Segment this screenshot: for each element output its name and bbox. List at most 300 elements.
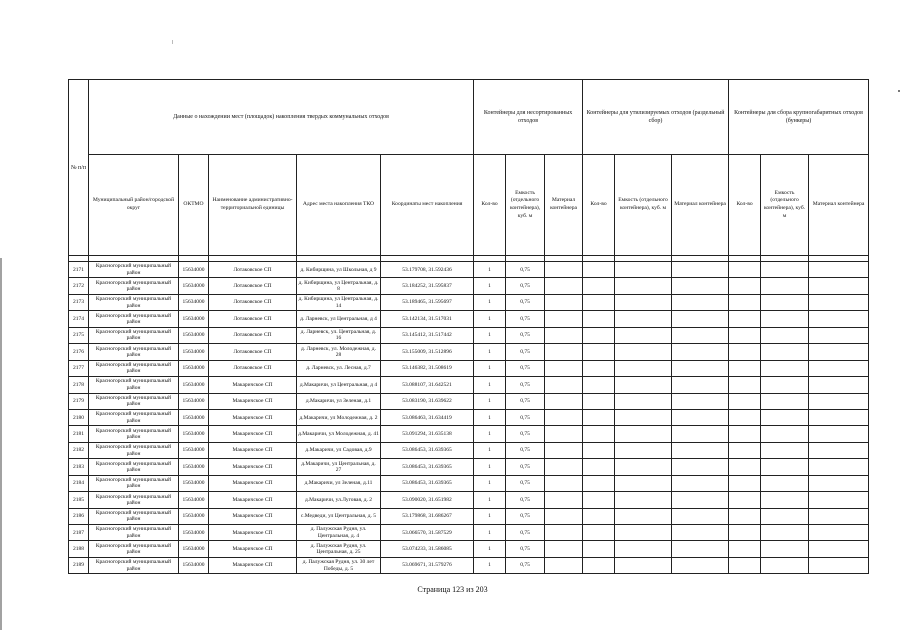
row-district: Красногорский муниципальный район [89,278,179,294]
row-bulky-material [809,541,869,557]
row-bulky-material [809,327,869,343]
row-bulky-capacity [761,525,809,541]
row-recyclable-capacity [615,344,672,360]
row-oktmo: 15634000 [179,377,209,393]
row-district: Красногорский муниципальный район [89,327,179,343]
row-unsorted-capacity: 0,75 [506,525,545,541]
row-unsorted-material [545,525,583,541]
row-admin-unit: Макаричское СП [209,492,297,508]
row-district: Красногорский муниципальный район [89,393,179,409]
row-recyclable-capacity [615,327,672,343]
row-unsorted-capacity: 0,75 [506,262,545,278]
row-number: 2184 [69,475,89,491]
table-row [69,459,869,475]
row-bulky-material [809,492,869,508]
row-unsorted-material [545,442,583,458]
row-oktmo: 15634000 [179,492,209,508]
header-unsorted-capacity: Емкость (отдельного контейнера), куб. м [506,155,545,256]
row-recyclable-capacity [615,426,672,442]
row-bulky-qty [729,459,761,475]
header-coordinates: Координаты мест накопления [381,155,474,256]
table-row [69,508,869,524]
row-oktmo: 15634000 [179,262,209,278]
row-unsorted-capacity: 0,75 [506,442,545,458]
row-bulky-capacity [761,475,809,491]
row-admin-unit: Макаричское СП [209,459,297,475]
row-number: 2171 [69,262,89,278]
header-bulky-material: Материал контейнера [809,155,869,256]
row-district: Красногорский муниципальный район [89,360,179,376]
row-admin-unit: Макаричское СП [209,393,297,409]
table-row [69,360,869,376]
row-oktmo: 15634000 [179,294,209,310]
header-bulky-qty: Кол-во [729,155,761,256]
row-recyclable-qty [583,541,615,557]
row-bulky-capacity [761,426,809,442]
row-district: Красногорский муниципальный район [89,541,179,557]
row-unsorted-qty: 1 [474,360,506,376]
row-bulky-qty [729,426,761,442]
row-recyclable-qty [583,442,615,458]
row-district: Красногорский муниципальный район [89,409,179,425]
row-recyclable-capacity [615,442,672,458]
row-recyclable-material [672,278,729,294]
row-bulky-qty [729,294,761,310]
row-number: 2173 [69,294,89,310]
row-recyclable-capacity [615,393,672,409]
table-row [69,409,869,425]
row-recyclable-qty [583,311,615,327]
row-oktmo: 15634000 [179,557,209,573]
row-oktmo: 15634000 [179,442,209,458]
row-coordinates: 53.066570, 31.587529 [381,525,474,541]
row-bulky-material [809,262,869,278]
row-recyclable-capacity [615,360,672,376]
row-number: 2178 [69,377,89,393]
table-row [69,327,869,343]
row-coordinates: 53.179708, 31.592436 [381,262,474,278]
header-group-unsorted: Контейнеры для несортированных отходов [474,80,583,155]
table-row [69,442,869,458]
row-unsorted-qty: 1 [474,426,506,442]
row-recyclable-qty [583,278,615,294]
row-recyclable-material [672,541,729,557]
row-number: 2175 [69,327,89,343]
row-unsorted-qty: 1 [474,442,506,458]
row-district: Красногорский муниципальный район [89,508,179,524]
page-number: Страница 123 из 203 [417,585,488,594]
row-unsorted-capacity: 0,75 [506,377,545,393]
row-recyclable-material [672,360,729,376]
row-admin-unit: Лотаковское СП [209,294,297,310]
table-row [69,475,869,491]
row-address: д.Макаричи, ул Молодежная, д. 41 [297,426,381,442]
row-address: д.Макаричи, ул Садовая, д.9 [297,442,381,458]
row-recyclable-capacity [615,541,672,557]
row-district: Красногорский муниципальный район [89,442,179,458]
row-recyclable-qty [583,426,615,442]
row-bulky-capacity [761,541,809,557]
row-unsorted-material [545,426,583,442]
row-oktmo: 15634000 [179,409,209,425]
row-coordinates: 53.145412, 31.517442 [381,327,474,343]
row-address: д.Макаричи, ул.Луговая, д. 2 [297,492,381,508]
row-bulky-capacity [761,311,809,327]
row-admin-unit: Макаричское СП [209,541,297,557]
row-bulky-capacity [761,360,809,376]
row-address: д. Палужская Рудня, ул. Центральная, д. 25 [297,541,381,557]
row-unsorted-qty: 1 [474,393,506,409]
row-unsorted-capacity: 0,75 [506,360,545,376]
row-bulky-qty [729,327,761,343]
row-recyclable-qty [583,262,615,278]
row-recyclable-capacity [615,459,672,475]
table-row [69,278,869,294]
header-district: Муниципальный район/городской округ [89,155,179,256]
row-bulky-capacity [761,508,809,524]
row-recyclable-material [672,311,729,327]
row-recyclable-qty [583,409,615,425]
header-group-location: Данные о нахождении мест (площадок) накопления твердых коммунальных отходов [89,80,474,155]
row-recyclable-qty [583,327,615,343]
row-unsorted-capacity: 0,75 [506,508,545,524]
row-bulky-material [809,393,869,409]
row-oktmo: 15634000 [179,393,209,409]
table-row [69,294,869,310]
row-district: Красногорский муниципальный район [89,557,179,573]
row-number: 2181 [69,426,89,442]
row-bulky-qty [729,344,761,360]
row-recyclable-capacity [615,409,672,425]
row-bulky-material [809,475,869,491]
row-number: 2188 [69,541,89,557]
row-recyclable-capacity [615,278,672,294]
table-row [69,377,869,393]
row-unsorted-capacity: 0,75 [506,344,545,360]
row-coordinates: 53.074233, 31.586085 [381,541,474,557]
row-number: 2179 [69,393,89,409]
row-unsorted-material [545,475,583,491]
header-address: Адрес места накопления ТКО [297,155,381,256]
header-bulky-capacity: Емкость (отдельного контейнера), куб. м [761,155,809,256]
row-oktmo: 15634000 [179,541,209,557]
row-unsorted-qty: 1 [474,344,506,360]
row-number: 2177 [69,360,89,376]
table-row [69,426,869,442]
row-coordinates: 53.088107, 31.642521 [381,377,474,393]
row-coordinates: 53.155009, 31.512896 [381,344,474,360]
row-admin-unit: Макаричское СП [209,557,297,573]
row-unsorted-qty: 1 [474,377,506,393]
row-bulky-material [809,377,869,393]
row-number: 2182 [69,442,89,458]
row-coordinates: 53.091294, 31.635138 [381,426,474,442]
row-number: 2185 [69,492,89,508]
row-bulky-material [809,442,869,458]
row-bulky-qty [729,442,761,458]
row-unsorted-capacity: 0,75 [506,393,545,409]
row-address: д. Ларневск, ул Центральная, д 4 [297,311,381,327]
row-address: д. Кибирщина, ул Центральная, д. 14 [297,294,381,310]
row-district: Красногорский муниципальный район [89,426,179,442]
row-unsorted-capacity: 0,75 [506,557,545,573]
row-address: д.Макаричи, ул Молодежная, д. 2 [297,409,381,425]
row-unsorted-material [545,278,583,294]
header-unsorted-material: Материал контейнера [545,155,583,256]
row-district: Красногорский муниципальный район [89,262,179,278]
row-recyclable-capacity [615,492,672,508]
row-address: д. Кибирщина, ул Школьная, д 9 [297,262,381,278]
table-row [69,311,869,327]
table-row [69,344,869,360]
row-bulky-qty [729,262,761,278]
table-row [69,393,869,409]
row-recyclable-qty [583,377,615,393]
row-unsorted-qty: 1 [474,311,506,327]
row-coordinates: 53.184252, 31.595837 [381,278,474,294]
row-recyclable-capacity [615,311,672,327]
row-bulky-capacity [761,557,809,573]
row-unsorted-capacity: 0,75 [506,278,545,294]
header-unsorted-qty: Кол-во [474,155,506,256]
row-bulky-material [809,557,869,573]
row-bulky-qty [729,508,761,524]
header-group-recyclable: Контейнеры для утилизируемых отходов (раздельный сбор) [583,80,729,155]
row-unsorted-material [545,541,583,557]
row-unsorted-material [545,557,583,573]
row-oktmo: 15634000 [179,360,209,376]
row-unsorted-material [545,327,583,343]
row-recyclable-capacity [615,262,672,278]
table-header [69,80,869,262]
scan-artifact-dot [898,90,900,92]
row-recyclable-capacity [615,557,672,573]
row-coordinates: 53.086453, 31.639365 [381,442,474,458]
row-admin-unit: Макаричское СП [209,409,297,425]
row-unsorted-material [545,344,583,360]
row-bulky-qty [729,360,761,376]
row-recyclable-qty [583,360,615,376]
row-recyclable-capacity [615,294,672,310]
row-number: 2180 [69,409,89,425]
row-bulky-capacity [761,409,809,425]
row-coordinates: 53.189465, 31.595697 [381,294,474,310]
row-district: Красногорский муниципальный район [89,459,179,475]
row-recyclable-capacity [615,508,672,524]
row-unsorted-capacity: 0,75 [506,426,545,442]
row-admin-unit: Лотаковское СП [209,327,297,343]
row-recyclable-material [672,294,729,310]
row-recyclable-capacity [615,377,672,393]
row-unsorted-qty: 1 [474,262,506,278]
row-admin-unit: Макаричское СП [209,525,297,541]
row-recyclable-material [672,262,729,278]
row-admin-unit: Лотаковское СП [209,262,297,278]
row-address: д.Макаричи, ул Центральная, д. 27 [297,459,381,475]
row-unsorted-capacity: 0,75 [506,541,545,557]
row-unsorted-capacity: 0,75 [506,459,545,475]
row-recyclable-qty [583,557,615,573]
row-recyclable-material [672,393,729,409]
table-row [69,525,869,541]
row-unsorted-material [545,311,583,327]
scan-artifact-edge [0,258,2,630]
row-bulky-capacity [761,377,809,393]
row-unsorted-capacity: 0,75 [506,311,545,327]
row-address: с.Медведи, ул Центральная, д. 5 [297,508,381,524]
row-coordinates: 53.090020, 31.651982 [381,492,474,508]
row-oktmo: 15634000 [179,344,209,360]
row-bulky-capacity [761,327,809,343]
row-address: д. Палужская Рудня, ул. 30 лет Победы, д. 5 [297,557,381,573]
row-bulky-capacity [761,492,809,508]
row-recyclable-material [672,426,729,442]
row-bulky-material [809,409,869,425]
row-number: 2187 [69,525,89,541]
row-recyclable-qty [583,393,615,409]
row-address: д. Палужская Рудня, ул. Центральная, д. 4 [297,525,381,541]
row-coordinates: 53.086463, 31.634419 [381,409,474,425]
row-bulky-capacity [761,442,809,458]
row-address: д. Ларневск, ул. Центральная, д. 16 [297,327,381,343]
row-recyclable-qty [583,475,615,491]
row-bulky-material [809,294,869,310]
row-coordinates: 53.083190, 31.639622 [381,393,474,409]
row-district: Красногорский муниципальный район [89,294,179,310]
header-recyclable-capacity: Емкость (отдельного контейнера), куб. м [615,155,672,256]
table-row [69,492,869,508]
row-number: 2174 [69,311,89,327]
row-bulky-material [809,344,869,360]
row-coordinates: 53.086453, 31.639365 [381,459,474,475]
row-unsorted-qty: 1 [474,278,506,294]
header-recyclable-qty: Кол-во [583,155,615,256]
row-recyclable-material [672,508,729,524]
row-unsorted-capacity: 0,75 [506,475,545,491]
row-bulky-qty [729,525,761,541]
row-bulky-qty [729,311,761,327]
row-unsorted-qty: 1 [474,541,506,557]
row-unsorted-material [545,377,583,393]
row-oktmo: 15634000 [179,459,209,475]
row-recyclable-qty [583,294,615,310]
row-unsorted-material [545,508,583,524]
row-oktmo: 15634000 [179,525,209,541]
row-address: д. Кибирщина, ул Центральная, д. 8 [297,278,381,294]
row-number: 2176 [69,344,89,360]
header-row-number: № п/п [69,80,89,256]
row-unsorted-capacity: 0,75 [506,327,545,343]
row-recyclable-qty [583,492,615,508]
row-bulky-capacity [761,278,809,294]
row-oktmo: 15634000 [179,311,209,327]
row-recyclable-material [672,409,729,425]
row-coordinates: 53.086453, 31.639365 [381,475,474,491]
row-district: Красногорский муниципальный район [89,492,179,508]
row-unsorted-material [545,393,583,409]
row-admin-unit: Лотаковское СП [209,278,297,294]
row-recyclable-material [672,557,729,573]
header-oktmo: ОКТМО [179,155,209,256]
row-bulky-qty [729,409,761,425]
row-district: Красногорский муниципальный район [89,475,179,491]
row-recyclable-material [672,442,729,458]
row-unsorted-qty: 1 [474,492,506,508]
header-group-bulky: Контейнеры для сбора крупногабаритных отходов (бункеры) [729,80,869,155]
row-unsorted-material [545,294,583,310]
waste-sites-table [68,79,869,574]
row-bulky-material [809,278,869,294]
row-district: Красногорский муниципальный район [89,311,179,327]
row-admin-unit: Макаричское СП [209,426,297,442]
row-district: Красногорский муниципальный район [89,344,179,360]
row-bulky-material [809,426,869,442]
row-bulky-qty [729,541,761,557]
row-unsorted-material [545,459,583,475]
row-number: 2172 [69,278,89,294]
row-bulky-qty [729,278,761,294]
row-unsorted-qty: 1 [474,525,506,541]
row-oktmo: 15634000 [179,426,209,442]
row-district: Красногорский муниципальный район [89,525,179,541]
row-unsorted-qty: 1 [474,409,506,425]
row-recyclable-material [672,459,729,475]
row-coordinates: 53.179868, 31.686267 [381,508,474,524]
row-district: Красногорский муниципальный район [89,377,179,393]
row-bulky-qty [729,557,761,573]
row-unsorted-material [545,360,583,376]
row-admin-unit: Лотаковское СП [209,344,297,360]
row-address: д.Макаричи, ул Центральная, д 4 [297,377,381,393]
row-admin-unit: Лотаковское СП [209,311,297,327]
table-row [69,541,869,557]
row-address: д.Макаричи, ул Зеленая, д.1 [297,393,381,409]
row-bulky-capacity [761,393,809,409]
row-recyclable-material [672,377,729,393]
row-bulky-qty [729,393,761,409]
row-unsorted-qty: 1 [474,294,506,310]
row-unsorted-qty: 1 [474,508,506,524]
row-bulky-capacity [761,294,809,310]
row-recyclable-material [672,525,729,541]
row-number: 2183 [69,459,89,475]
row-recyclable-material [672,327,729,343]
row-oktmo: 15634000 [179,327,209,343]
row-oktmo: 15634000 [179,508,209,524]
row-oktmo: 15634000 [179,475,209,491]
row-unsorted-capacity: 0,75 [506,409,545,425]
row-bulky-qty [729,475,761,491]
row-admin-unit: Макаричское СП [209,475,297,491]
row-coordinates: 53.069671, 31.579276 [381,557,474,573]
row-address: д.Макаричи, ул Зеленая, д.11 [297,475,381,491]
row-bulky-qty [729,492,761,508]
scan-artifact-mark [172,40,173,44]
row-unsorted-qty: 1 [474,459,506,475]
row-unsorted-material [545,492,583,508]
row-recyclable-qty [583,525,615,541]
row-unsorted-capacity: 0,75 [506,294,545,310]
row-bulky-material [809,459,869,475]
row-bulky-capacity [761,459,809,475]
row-address: д. Ларневск, ул. Лесная, д.7 [297,360,381,376]
row-coordinates: 53.142134, 31.517031 [381,311,474,327]
row-bulky-material [809,360,869,376]
row-address: д. Ларневск, ул. Молодежная, д. 28 [297,344,381,360]
row-number: 2186 [69,508,89,524]
row-bulky-material [809,311,869,327]
table-body [69,262,869,574]
